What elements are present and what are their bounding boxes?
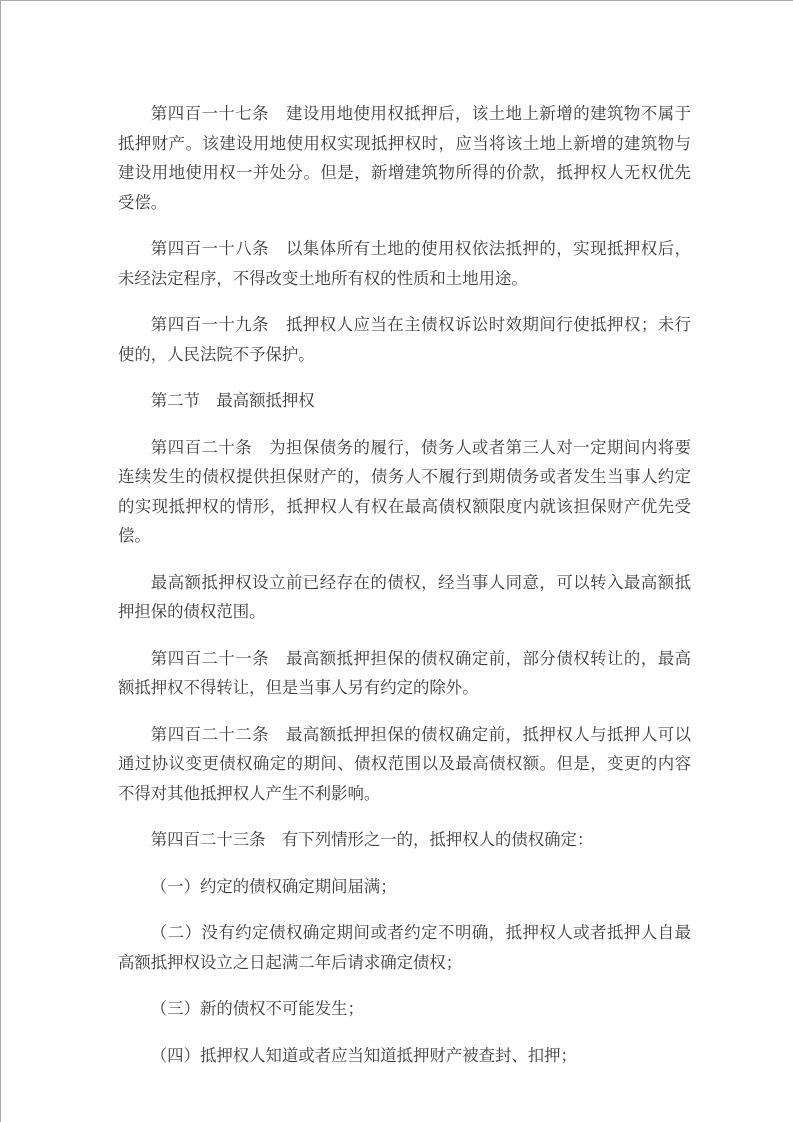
paragraph-article-419: 第四百一十九条 抵押权人应当在主债权诉讼时效期间行使抵押权；未行使的，人民法院不予保护。 <box>118 315 691 364</box>
paragraph-section-2-heading: 第二节 最高额抵押权 <box>150 391 315 410</box>
paragraph-article-423: 第四百二十三条 有下列情形之一的，抵押权人的债权确定： <box>150 830 594 849</box>
paragraph-article-417: 第四百一十七条 建设用地使用权抵押后，该土地上新增的建筑物不属于抵押财产。该建设用地使用权实现抵押权时，应当将该土地上新增的建筑物与建设用地使用权一并处分。但是，新增建筑物所得的价款，抵押权人无权优先受偿。 <box>118 104 691 212</box>
paragraph-article-423-item-2: （二）没有约定债权确定期间或者约定不明确，抵押权人或者抵押人自最高额抵押权设立之日起满二年后请求确定债权； <box>118 923 691 972</box>
paragraph-article-420-paragraph-2: 最高额抵押权设立前已经存在的债权，经当事人同意，可以转入最高额抵押担保的债权范围。 <box>118 572 691 621</box>
paragraph-article-423-item-3: （三）新的债权不可能发生； <box>150 999 364 1018</box>
paragraph-article-422: 第四百二十二条 最高额抵押担保的债权确定前，抵押权人与抵押人可以通过协议变更债权确定的期间、债权范围以及最高债权额。但是，变更的内容不得对其他抵押权人产生不利影响。 <box>118 724 691 803</box>
paragraph-article-420: 第四百二十条 为担保债务的履行，债务人或者第三人对一定期间内将要连续发生的债权提供担保财产的，债务人不履行到期债务或者发生当事人约定的实现抵押权的情形，抵押权人有权在最高债权额限度内就该担保财产优先受偿。 <box>118 437 691 545</box>
paragraph-article-423-item-4: （四）抵押权人知道或者应当知道抵押财产被查封、扣押； <box>150 1045 577 1065</box>
paragraph-article-421: 第四百二十一条 最高额抵押担保的债权确定前，部分债权转让的，最高额抵押权不得转让，但是当事人另有约定的除外。 <box>118 648 691 697</box>
paragraph-article-418: 第四百一十八条 以集体所有土地的使用权依法抵押的，实现抵押权后，未经法定程序，不得改变土地所有权的性质和土地用途。 <box>118 239 691 288</box>
paragraph-article-423-item-1: （一）约定的债权确定期间届满； <box>150 876 397 896</box>
document-text-block <box>118 99 691 1087</box>
